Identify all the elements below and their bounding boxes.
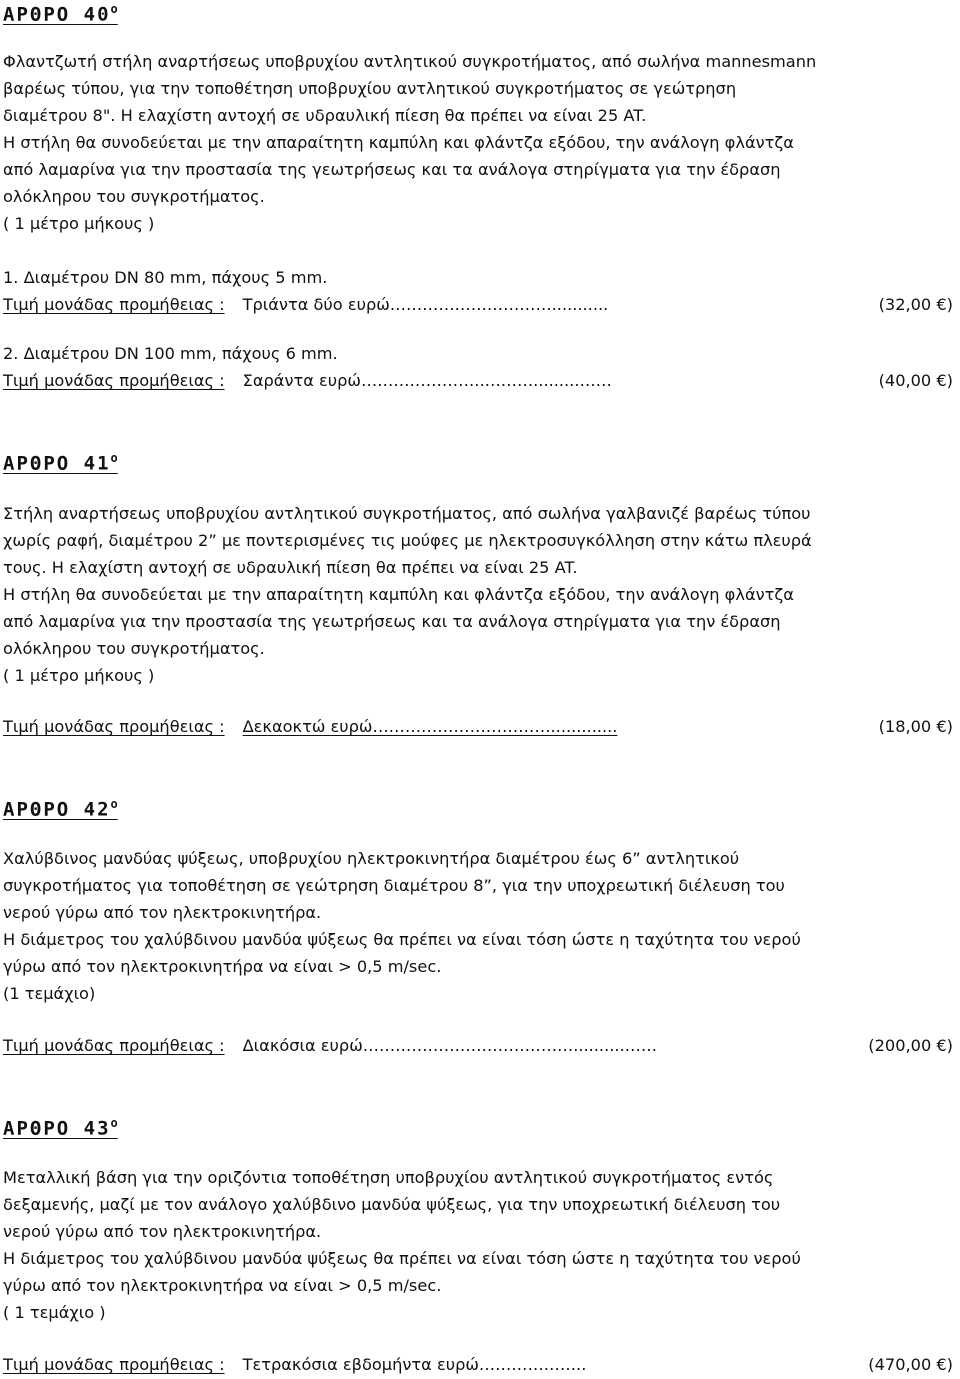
article-41-line-2: χωρίς ραφή, διαμέτρου 2” με ποντερισμένες τις μούφες με ηλεκτροσυγκόλληση στην κάτω πλευρά [3,531,812,550]
price-text: Τριάντα δύο ευρώ…………………………........... [242,295,609,314]
article-40-item-2-price-row [3,373,953,389]
article-40-line-5: από λαμαρίνα για την προστασία της γεωτρήσεως και τα ανάλογα στηρίγματα για την έδραση [3,160,781,179]
article-40-line-4: Η στήλη θα συνοδεύεται με την απαραίτητη καμπύλη και φλάντζα εξόδου, την ανάλογη φλάντζα [3,133,794,152]
price-label: Τιμή μονάδας προμήθειας : [3,295,225,314]
article-42-line-6: (1 τεμάχιο) [3,984,96,1003]
article-40-item-2-desc: 2. Διαμέτρου DN 100 mm, πάχους 6 mm. [3,344,338,363]
price-text: Διακόσια ευρώ…………………………………..........…… [242,1036,658,1055]
article-40-item-1-price-row [3,297,953,313]
article-42-line-1: Χαλύβδινος μανδύας ψύξεως, υποβρυχίου ηλεκτροκινητήρα διαμέτρου έως 6” αντλητικού [3,849,740,868]
article-40-line-6: ολόκληρου του συγκροτήματος. [3,187,265,206]
article-42-line-2: συγκροτήματος για τοποθέτηση σε γεώτρηση διαμέτρου 8”, για την υποχρεωτική διέλευση του [3,876,785,895]
article-42-line-4: Η διάμετρος του χαλύβδινου μανδύα ψύξεως θα πρέπει να είναι τόση ώστε η ταχύτητα του νερού [3,930,801,949]
article-41-line-7: ( 1 μέτρο μήκους ) [3,666,155,685]
article-42-line-5: γύρω από τον ηλεκτροκινητήρα να είναι > 0,5 m/sec. [3,957,442,976]
article-41-line-4: Η στήλη θα συνοδεύεται με την απαραίτητη καμπύλη και φλάντζα εξόδου, την ανάλογη φλάντζα [3,585,794,604]
article-41-line-5: από λαμαρίνα για την προστασία της γεωτρήσεως και τα ανάλογα στηρίγματα για την έδραση [3,612,781,631]
article-43-line-1: Μεταλλική βάση για την οριζόντια τοποθέτηση υποβρυχίου αντλητικού συγκροτήματος εντός [3,1168,774,1187]
article-43-line-4: Η διάμετρος του χαλύβδινου μανδύα ψύξεως θα πρέπει να είναι τόση ώστε η ταχύτητα του νερού [3,1249,801,1268]
article-40-line-7: ( 1 μέτρο μήκους ) [3,214,155,233]
article-40-heading: ΑΡΘΡΟ $40^o$ [3,2,118,26]
price-amount: (18,00 €) [878,717,953,736]
price-text: Τετρακόσια εβδομήντα ευρώ……………….. [242,1355,587,1374]
price-amount: (40,00 €) [878,371,953,390]
article-41-line-1: Στήλη αναρτήσεως υποβρυχίου αντλητικού συγκροτήματος, από σωλήνα γαλβανιζέ βαρέως τύπου [3,504,811,523]
price-label: Τιμή μονάδας προμήθειας : [3,371,225,390]
article-42-price-row [3,1038,953,1054]
article-42-heading: ΑΡΘΡΟ $42^o$ [3,797,118,821]
price-text: Σαράντα ευρώ…………………..……….........…… [242,371,612,390]
article-43-price-row [3,1357,953,1373]
price-label: Τιμή μονάδας προμήθειας : [3,1355,225,1374]
article-42-line-3: νερού γύρω από τον ηλεκτροκινητήρα. [3,903,322,922]
price-amount: (32,00 €) [878,295,953,314]
article-43-line-2: δεξαμενής, μαζί με τον ανάλογο χαλύβδινο μανδύα ψύξεως, για την υποχρεωτική διέλευση του [3,1195,781,1214]
price-text: Δεκαοκτώ ευρώ……………………………............. [242,717,618,736]
article-40-line-1: Φλαντζωτή στήλη αναρτήσεως υποβρυχίου αντλητικού συγκροτήματος, από σωλήνα mannesmann [3,52,817,71]
article-41-line-3: τους. Η ελαχίστη αντοχή σε υδραυλική πίεση θα πρέπει να είναι 25 AT. [3,558,578,577]
article-43-line-5: γύρω από τον ηλεκτροκινητήρα να είναι > 0,5 m/sec. [3,1276,442,1295]
article-40-line-2: βαρέως τύπου, για την τοποθέτηση υποβρυχίου αντλητικού συγκροτήματος σε γεώτρηση [3,79,737,98]
price-amount: (470,00 €) [868,1355,953,1374]
article-43-heading: ΑΡΘΡΟ $43^o$ [3,1116,118,1140]
price-label: Τιμή μονάδας προμήθειας : [3,717,225,736]
article-41-price-row [3,719,953,735]
article-40-line-3: διαμέτρου 8". Η ελαχίστη αντοχή σε υδραυλική πίεση θα πρέπει να είναι 25 AT. [3,106,647,125]
article-43-line-3: νερού γύρω από τον ηλεκτροκινητήρα. [3,1222,322,1241]
article-41-heading: ΑΡΘΡΟ $41^o$ [3,451,118,475]
price-amount: (200,00 €) [868,1036,953,1055]
article-41-line-6: ολόκληρου του συγκροτήματος. [3,639,265,658]
price-label: Τιμή μονάδας προμήθειας : [3,1036,225,1055]
article-40-item-1-desc: 1. Διαμέτρου DN 80 mm, πάχους 5 mm. [3,268,328,287]
article-43-line-6: ( 1 τεμάχιο ) [3,1303,106,1322]
